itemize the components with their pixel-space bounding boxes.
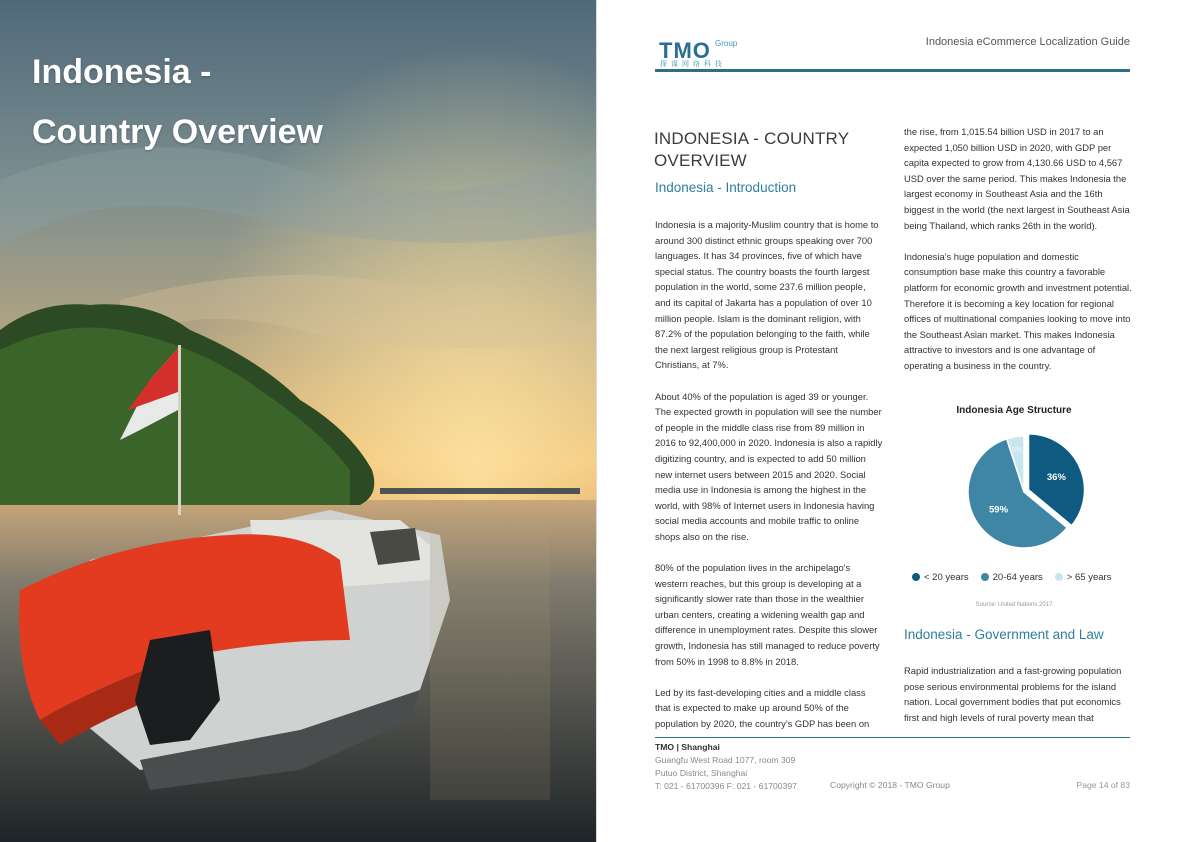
chart-title: Indonesia Age Structure <box>956 405 1072 416</box>
paragraph: the rise, from 1,015.54 billion USD in 2017 to an expected 1,050 billion USD in 2020, with GDP per capita expected to grow from 4,130.66 USD to 4,567 USD over the same period. This makes Indonesia the largest economy in Southeast Asia and the 16th biggest in the world (the next largest in Southeast Asia being Thailand, which ranks 26th in the world). <box>904 126 1130 231</box>
intro-heading: Indonesia - Introduction <box>655 180 797 195</box>
logo-group-label: Group <box>715 39 738 48</box>
pie-value-label-2: 5% <box>1012 446 1023 454</box>
footer-copyright: Copyright © 2018 - TMO Group <box>830 780 950 790</box>
right-column <box>904 124 1132 389</box>
footer-phone: T: 021 - 61700396 F: 021 - 61700397 <box>655 781 797 791</box>
legend-item <box>912 572 969 583</box>
logo-chinese-name: 探谋网络科技 <box>660 61 726 68</box>
legend-swatch-0 <box>912 573 920 581</box>
chart-legend <box>912 572 1111 583</box>
legend-label: < 20 years <box>924 572 969 583</box>
tmo-logo <box>659 38 749 68</box>
page-number: Page 14 of 83 <box>1076 780 1130 790</box>
footer-address-line1: Guangfu West Road 1077, room 309 <box>655 755 796 765</box>
header-rule <box>655 69 1130 72</box>
guide-title: Indonesia eCommerce Localization Guide <box>925 36 1130 48</box>
photo-title-line1: Indonesia - <box>32 53 212 91</box>
government-column <box>904 663 1132 757</box>
paragraph: Indonesia's huge population and domestic consumption base make this country a favorable platform for economic growth and investment potential. Therefore it is becoming a key location for regional offices of multinational companies looking to move into the Southeast Asian market. This makes Indonesia attractive to investors and is one advantage of operating a business in the country. <box>904 250 1132 371</box>
paragraph: Led by its fast-developing cities and a middle class that is expected to make up around 50% of the population by 2020, the country's GDP has been on <box>655 686 870 729</box>
section-heading <box>654 128 884 172</box>
government-heading: Indonesia - Government and Law <box>904 627 1104 642</box>
text-overflow-mask <box>904 728 1132 737</box>
legend-swatch-1 <box>981 573 989 581</box>
paragraph: About 40% of the population is aged 39 or younger. The expected growth in population will see the number of people in the middle class rise from 89 million in 2016 to 92,400,000 in 2020. Indonesia is also a rapidly digitizing country, and is expected to add 50 million new internet users between 2015 and 2020. Social media use in Indonesia is among the highest in the world, with 98% of Internet users in Indonesia having social media accounts and mobile traffic to online shops also on the rise. <box>655 390 883 542</box>
footer-address <box>655 741 797 793</box>
age-structure-pie-chart <box>904 424 1124 554</box>
footer-address-line2: Putuo District, Shanghai <box>655 768 748 778</box>
photo-title <box>32 42 323 162</box>
pie-value-label-1: 59% <box>989 504 1009 516</box>
footer-company: TMO | Shanghai <box>655 742 720 752</box>
legend-label: 20-64 years <box>992 572 1043 583</box>
logo-mark: TMO <box>659 38 711 63</box>
paragraph: Indonesia is a majority-Muslim country that is home to around 300 distinct ethnic groups speaking over 700 languages. It has 34 provinces, five of which have special status. The country boasts the fourth largest population in the world, some 237.6 million people, and its capital of Jakarta has a population of over 10 million people. Islam is the dominant religion, with 87.2% of the population belonging to the faith, while the next largest religious group is Protestant Christians, at 7%. <box>655 219 879 371</box>
photo-title-line2: Country Overview <box>32 113 323 151</box>
section-heading-line1: INDONESIA - COUNTRY <box>654 129 850 148</box>
legend-item <box>981 572 1043 583</box>
section-heading-line2: OVERVIEW <box>654 151 747 170</box>
page-divider <box>596 0 597 842</box>
legend-item <box>1055 572 1112 583</box>
footer-rule <box>655 737 1130 738</box>
chart-source: Source: United Nations 2017 <box>975 602 1053 608</box>
pie-value-label-0: 36% <box>1046 471 1066 483</box>
legend-swatch-2 <box>1055 573 1063 581</box>
left-column <box>655 217 883 747</box>
legend-label: > 65 years <box>1066 572 1112 583</box>
paragraph: 80% of the population lives in the archipelago's western reaches, but this group is developing at a significantly slower rate than those in the wealthier urban centers, creating a widening wealth gap and difference in unemployment rates. Despite this slower growth, Indonesia has still managed to reduce poverty from 50% in 1998 to 8.8% in 2018. <box>655 562 880 667</box>
paragraph: Rapid industrialization and a fast-growing population pose serious environmental problems for the island nation. Local government bodies that put economics first and high levels of rural poverty mean that <box>904 665 1122 723</box>
